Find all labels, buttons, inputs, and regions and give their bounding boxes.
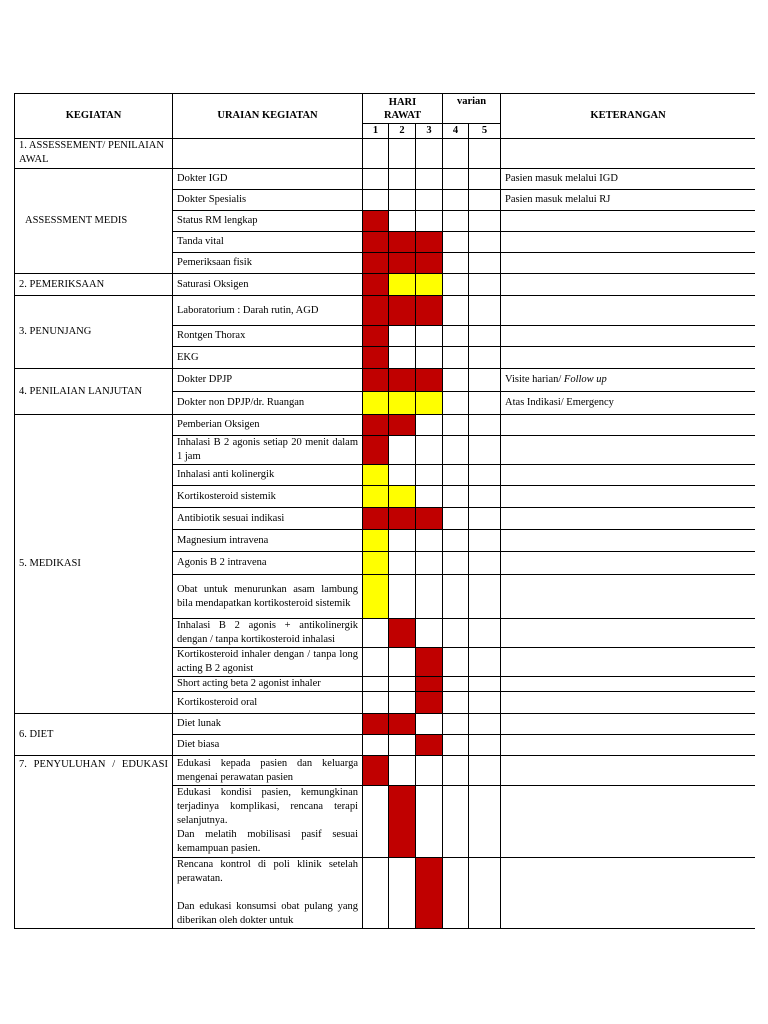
day-1-cell-red (363, 508, 389, 530)
category-cell: 3. PENUNJANG (15, 296, 173, 369)
day-2-cell-red (389, 714, 416, 735)
day-5-cell (469, 714, 501, 735)
table-row (15, 169, 756, 190)
day-3-cell (416, 169, 443, 190)
keterangan-cell (501, 347, 755, 369)
uraian-cell: Laboratorium : Darah rutin, AGD (173, 296, 363, 326)
day-4-cell (443, 211, 469, 232)
day-1-cell (363, 692, 389, 714)
day-3-cell-yellow (416, 392, 443, 415)
category-cell: 6. DIET (15, 714, 173, 756)
day-3-cell (416, 530, 443, 552)
day-4-cell (443, 714, 469, 735)
day-number-2: 2 (389, 124, 416, 139)
day-5-cell (469, 211, 501, 232)
keterangan-cell (501, 274, 755, 296)
day-1-cell (363, 677, 389, 692)
day-1-cell-red (363, 274, 389, 296)
keterangan-cell: Atas Indikasi/ Emergency (501, 392, 755, 415)
day-5-cell (469, 274, 501, 296)
day-2-cell (389, 465, 416, 486)
table-row (15, 756, 756, 786)
table-row (15, 139, 756, 169)
uraian-cell: Rencana kontrol di poli klinik setelah perawatan. Dan edukasi konsumsi obat pulang yang diberikan oleh dokter untuk (173, 858, 363, 929)
day-5-cell (469, 858, 501, 929)
day-3-cell-red (416, 369, 443, 392)
day-3-cell (416, 786, 443, 858)
day-2-cell-red (389, 232, 416, 253)
day-1-cell-yellow (363, 486, 389, 508)
uraian-cell: Rontgen Thorax (173, 326, 363, 347)
day-3-cell-red (416, 648, 443, 677)
day-1-cell-red (363, 211, 389, 232)
uraian-cell: Antibiotik sesuai indikasi (173, 508, 363, 530)
keterangan-cell: Visite harian/ Follow up (501, 369, 755, 392)
header-uraian: URAIAN KEGIATAN (173, 94, 363, 139)
day-2-cell (389, 575, 416, 619)
day-1-cell (363, 648, 389, 677)
day-5-cell (469, 190, 501, 211)
keterangan-cell (501, 786, 755, 858)
day-number-1: 1 (363, 124, 389, 139)
empty-cell (501, 139, 755, 169)
keterangan-cell (501, 648, 755, 677)
day-4-cell (443, 692, 469, 714)
uraian-cell: Magnesium intravena (173, 530, 363, 552)
day-2-cell-red (389, 786, 416, 858)
keterangan-cell (501, 858, 755, 929)
uraian-cell: Diet biasa (173, 735, 363, 756)
day-5-cell (469, 756, 501, 786)
category-cell: 1. ASSESSEMENT/ PENILAIAN AWAL (15, 139, 173, 169)
day-5-cell (469, 786, 501, 858)
day-4-cell (443, 274, 469, 296)
uraian-cell: Status RM lengkap (173, 211, 363, 232)
day-3-cell (416, 552, 443, 575)
uraian-cell: Obat untuk menurunkan asam lambung bila mendapatkan kortikosteroid sistemik (173, 575, 363, 619)
day-4-cell (443, 756, 469, 786)
day-1-cell-red (363, 756, 389, 786)
day-3-cell-red (416, 508, 443, 530)
day-4-cell (443, 677, 469, 692)
day-4-cell (443, 326, 469, 347)
day-5-cell (469, 677, 501, 692)
day-3-cell (416, 619, 443, 648)
day-2-cell (389, 735, 416, 756)
uraian-cell: Dokter non DPJP/dr. Ruangan (173, 392, 363, 415)
day-2-cell (389, 530, 416, 552)
day-2-cell (389, 756, 416, 786)
day-2-cell (389, 677, 416, 692)
day-1-cell-red (363, 326, 389, 347)
clinical-pathway-sheet (14, 93, 755, 929)
category-cell: 7. PENYULUHAN / EDUKASI (15, 756, 173, 929)
day-2-cell-red (389, 253, 416, 274)
day-4-cell (443, 347, 469, 369)
uraian-cell: Inhalasi B 2 agonis setiap 20 menit dalam 1 jam (173, 436, 363, 465)
day-4-cell (443, 190, 469, 211)
day-4-cell (443, 169, 469, 190)
empty-cell (389, 139, 416, 169)
day-4-cell (443, 232, 469, 253)
category-cell: 4. PENILAIAN LANJUTAN (15, 369, 173, 415)
uraian-cell: Diet lunak (173, 714, 363, 735)
day-4-cell (443, 436, 469, 465)
day-2-cell-yellow (389, 392, 416, 415)
keterangan-cell (501, 232, 755, 253)
day-2-cell (389, 347, 416, 369)
uraian-cell: Saturasi Oksigen (173, 274, 363, 296)
day-4-cell (443, 253, 469, 274)
day-1-cell (363, 619, 389, 648)
day-2-cell (389, 190, 416, 211)
category-cell: 2. PEMERIKSAAN (15, 274, 173, 296)
category-cell: ASSESSMENT MEDIS (15, 169, 173, 274)
uraian-cell: Kortikosteroid oral (173, 692, 363, 714)
day-1-cell-yellow (363, 392, 389, 415)
day-4-cell (443, 296, 469, 326)
day-1-cell-yellow (363, 575, 389, 619)
day-4-cell (443, 392, 469, 415)
clinical-pathway-table (14, 93, 755, 929)
empty-cell (469, 139, 501, 169)
keterangan-cell: Pasien masuk melalui IGD (501, 169, 755, 190)
day-3-cell (416, 756, 443, 786)
uraian-cell: Tanda vital (173, 232, 363, 253)
day-5-cell (469, 619, 501, 648)
day-5-cell (469, 735, 501, 756)
day-3-cell-red (416, 692, 443, 714)
day-3-cell (416, 714, 443, 735)
day-1-cell-red (363, 415, 389, 436)
table-row (15, 369, 756, 392)
day-1-cell-yellow (363, 552, 389, 575)
uraian-cell: Pemeriksaan fisik (173, 253, 363, 274)
keterangan-cell (501, 735, 755, 756)
keterangan-cell (501, 575, 755, 619)
day-1-cell-red (363, 369, 389, 392)
day-5-cell (469, 369, 501, 392)
day-1-cell (363, 858, 389, 929)
day-3-cell (416, 326, 443, 347)
header-kegiatan: KEGIATAN (15, 94, 173, 139)
keterangan-cell (501, 530, 755, 552)
uraian-cell: Pemberian Oksigen (173, 415, 363, 436)
day-1-cell-red (363, 296, 389, 326)
day-3-cell-red (416, 677, 443, 692)
header-hari-rawat-label: HARI RAWAT (383, 96, 422, 121)
uraian-cell: Edukasi kondisi pasien, kemungkinan terjadinya komplikasi, rencana terapi selanjutnya. Dan melatih mobilisasi pasif sesuai kemampuan pasien. (173, 786, 363, 858)
keterangan-cell (501, 552, 755, 575)
keterangan-cell (501, 756, 755, 786)
day-5-cell (469, 253, 501, 274)
day-3-cell (416, 465, 443, 486)
day-5-cell (469, 436, 501, 465)
day-5-cell (469, 392, 501, 415)
day-2-cell (389, 326, 416, 347)
table-row (15, 296, 756, 326)
day-5-cell (469, 552, 501, 575)
day-5-cell (469, 415, 501, 436)
day-number-3: 3 (416, 124, 443, 139)
empty-cell (443, 139, 469, 169)
day-1-cell-red (363, 253, 389, 274)
header-varian: varian (443, 94, 501, 124)
keterangan-cell (501, 692, 755, 714)
empty-cell (173, 139, 363, 169)
day-2-cell-red (389, 369, 416, 392)
day-2-cell-red (389, 415, 416, 436)
day-5-cell (469, 169, 501, 190)
header-keterangan: KETERANGAN (501, 94, 755, 139)
uraian-cell: EKG (173, 347, 363, 369)
day-5-cell (469, 648, 501, 677)
day-2-cell-red (389, 508, 416, 530)
day-2-cell (389, 692, 416, 714)
day-2-cell (389, 211, 416, 232)
day-2-cell (389, 858, 416, 929)
day-3-cell (416, 347, 443, 369)
keterangan-cell: Pasien masuk melalui RJ (501, 190, 755, 211)
keterangan-cell (501, 714, 755, 735)
empty-cell (363, 139, 389, 169)
day-2-cell (389, 169, 416, 190)
keterangan-cell (501, 486, 755, 508)
day-4-cell (443, 575, 469, 619)
day-3-cell-yellow (416, 274, 443, 296)
uraian-cell: Dokter Spesialis (173, 190, 363, 211)
day-3-cell (416, 415, 443, 436)
day-5-cell (469, 326, 501, 347)
uraian-cell: Kortikosteroid inhaler dengan / tanpa long acting B 2 agonist (173, 648, 363, 677)
table-row (15, 415, 756, 436)
uraian-cell: Short acting beta 2 agonist inhaler (173, 677, 363, 692)
day-5-cell (469, 508, 501, 530)
day-3-cell (416, 436, 443, 465)
category-cell: 5. MEDIKASI (15, 415, 173, 714)
day-4-cell (443, 552, 469, 575)
day-5-cell (469, 530, 501, 552)
day-4-cell (443, 508, 469, 530)
day-number-4: 4 (443, 124, 469, 139)
day-1-cell (363, 786, 389, 858)
uraian-cell: Dokter DPJP (173, 369, 363, 392)
day-1-cell-yellow (363, 530, 389, 552)
day-4-cell (443, 415, 469, 436)
uraian-cell: Kortikosteroid sistemik (173, 486, 363, 508)
day-5-cell (469, 347, 501, 369)
uraian-cell: Inhalasi anti kolinergik (173, 465, 363, 486)
day-5-cell (469, 692, 501, 714)
keterangan-cell (501, 465, 755, 486)
header-hari-rawat (363, 94, 443, 124)
uraian-cell: Inhalasi B 2 agonis + antikolinergik dengan / tanpa kortikosteroid inhalasi (173, 619, 363, 648)
day-4-cell (443, 369, 469, 392)
day-3-cell-red (416, 858, 443, 929)
day-2-cell-yellow (389, 274, 416, 296)
day-1-cell-yellow (363, 465, 389, 486)
day-number-5: 5 (469, 124, 501, 139)
day-3-cell-red (416, 296, 443, 326)
day-1-cell-red (363, 436, 389, 465)
keterangan-cell (501, 253, 755, 274)
day-5-cell (469, 465, 501, 486)
day-5-cell (469, 486, 501, 508)
day-2-cell (389, 648, 416, 677)
keterangan-cell (501, 436, 755, 465)
keterangan-cell (501, 326, 755, 347)
uraian-cell: Edukasi kepada pasien dan keluarga mengenai perawatan pasien (173, 756, 363, 786)
day-4-cell (443, 619, 469, 648)
day-4-cell (443, 530, 469, 552)
day-3-cell-red (416, 735, 443, 756)
day-1-cell (363, 169, 389, 190)
uraian-cell: Agonis B 2 intravena (173, 552, 363, 575)
day-5-cell (469, 296, 501, 326)
day-1-cell-red (363, 232, 389, 253)
day-4-cell (443, 786, 469, 858)
day-4-cell (443, 648, 469, 677)
day-3-cell (416, 211, 443, 232)
keterangan-cell (501, 211, 755, 232)
day-4-cell (443, 858, 469, 929)
day-3-cell (416, 575, 443, 619)
keterangan-cell (501, 296, 755, 326)
keterangan-cell (501, 508, 755, 530)
day-1-cell-red (363, 347, 389, 369)
day-3-cell-red (416, 253, 443, 274)
day-2-cell-yellow (389, 486, 416, 508)
day-3-cell (416, 486, 443, 508)
keterangan-cell (501, 619, 755, 648)
day-1-cell (363, 735, 389, 756)
day-2-cell-red (389, 619, 416, 648)
keterangan-cell (501, 677, 755, 692)
keterangan-italic: Follow up (563, 374, 607, 385)
table-row (15, 714, 756, 735)
day-1-cell-red (363, 714, 389, 735)
day-5-cell (469, 232, 501, 253)
uraian-cell: Dokter IGD (173, 169, 363, 190)
day-4-cell (443, 735, 469, 756)
day-3-cell-red (416, 232, 443, 253)
day-4-cell (443, 486, 469, 508)
keterangan-cell (501, 415, 755, 436)
table-row (15, 274, 756, 296)
day-2-cell (389, 436, 416, 465)
empty-cell (416, 139, 443, 169)
day-2-cell-red (389, 296, 416, 326)
day-4-cell (443, 465, 469, 486)
day-2-cell (389, 552, 416, 575)
day-3-cell (416, 190, 443, 211)
day-1-cell (363, 190, 389, 211)
day-5-cell (469, 575, 501, 619)
